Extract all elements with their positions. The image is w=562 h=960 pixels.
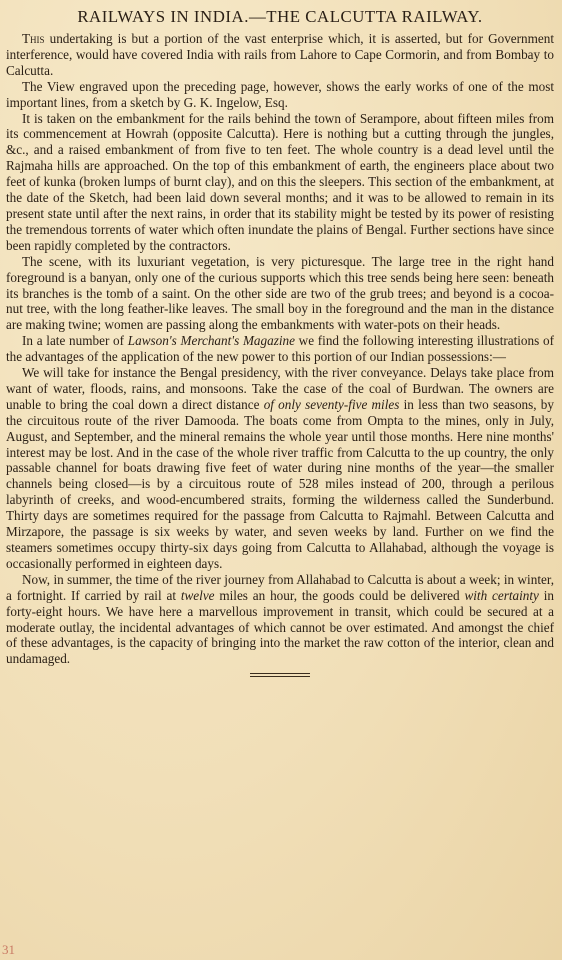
paragraph-summer-a: Now, in summer, the time of the river journey from Allahabad to Calcutta is about a week; in winter, a fortnight. If carried by rail at <box>6 571 554 603</box>
magazine-title: Lawson's Merchant's Magazine <box>127 333 295 349</box>
paragraph-scene: The scene, with its luxuriant vegetation, is very picturesque. The large tree in the right hand foreground is a banyan, only one of the curious supports which this tree sends being here seen: beneath its branches is the tomb of a saint. On the other side are two of the grub trees; and beyond is a cocoa-nut tree, with the long feather-like leaves. The small boy in the foreground and the man in the distance are making twine; women are passing along the embankments with water-pots on their heads. <box>6 253 554 333</box>
paragraph-magazine-b: we find the following interesting illustrations of the advantages of the application of the new power to this portion of our Indian possessions:— <box>6 333 554 365</box>
paragraph-summer-emphasis-2: with certainty <box>464 587 539 603</box>
paragraph-bengal <box>6 365 554 572</box>
paragraph-summer-b: miles an hour, the goods could be delivered <box>214 587 465 603</box>
paragraph-bengal-b: in less than two seasons, by the circuitous route of the river Damooda. The boats come from Ompta to the mines, only in July, August, and September, and the mineral remains the whole year until those months. Here nine months' interest may be lost. And in the case of the whole river traffic from Calcutta to the up country, the only passable channel for boats drawing five feet of water during nine months of the year—the smaller channels being closed—is by a circuitous route of 528 miles instead of 200, through a perilous labyrinth of creeks, and wood-encumbered straits, forming the wilderness called the Sunderbund. Thirty days are sometimes required for the passage from Calcutta to Rajmahl. Between Calcutta and Mirzapore, the passage is six weeks by water, and seven weeks by land. Further on we find the steamers sometimes occupy thirty-six days going from Calcutta to Allahabad, although the voyage is occasionally performed in eighteen days. <box>6 396 554 571</box>
end-rule <box>250 673 310 677</box>
paragraph-bengal-emphasis: of only seventy-five miles <box>263 396 400 412</box>
paragraph-intro <box>6 31 554 79</box>
article-page <box>6 4 554 954</box>
paragraph-summer-emphasis-1: twelve <box>180 587 215 603</box>
paragraph-magazine <box>6 333 554 365</box>
paragraph-magazine-a: In a late number of <box>22 333 128 349</box>
page-mark: 31 <box>2 942 15 957</box>
paragraph-bengal-a: We will take for instance the Bengal presidency, with the river conveyance. Delays take place from want of water, floods, rains, and monsoons. Take the case of the coal of Burdwan. The owners are unable to bring the coal down a direct distance <box>6 365 554 412</box>
paragraph-intro-lead: This <box>22 31 45 46</box>
paragraph-embankment: It is taken on the embankment for the rails behind the town of Serampore, about fifteen miles from its commencement at Howrah (opposite Calcutta). Here is nothing but a cutting through the jungles, &c., and a raised embankment of from five to ten feet. The whole country is a dead level until the Rajmaha hills are approached. On the top of this embankment of earth, the engineers place about two feet of kunka (broken lumps of burnt clay), and on this the sleepers. This section of the embankment, at the date of the Sketch, had been laid down several months; and it was to be allowed to remain in its present state until after the next rains, in order that its stability might be tested by its power of resisting the tremendous torrents of water which often inundate the plains of Bengal. Further sections have since been rapidly completed by the contractors. <box>6 110 554 253</box>
article-title: RAILWAYS IN INDIA.—THE CALCUTTA RAILWAY. <box>77 7 483 26</box>
paragraph-view: The View engraved upon the preceding page, however, shows the early works of one of the most important lines, from a sketch by G. K. Ingelow, Esq. <box>6 78 554 110</box>
paragraph-intro-text: undertaking is but a portion of the vast enterprise which, it is asserted, but for Government interference, would have covered India with rails from Lahore to Cape Cormorin, and from Bombay to Calcutta. <box>6 31 554 78</box>
paragraph-summer-c: in forty-eight hours. We have here a marvellous improvement in transit, which could be secured at a moderate outlay, the incidental advantages of which cannot be over estimated. And amongst the chief of these advantages, is the capacity of bringing into the market the raw cotton of the interior, clean and undamaged. <box>6 587 555 667</box>
paragraph-summer <box>6 572 554 667</box>
